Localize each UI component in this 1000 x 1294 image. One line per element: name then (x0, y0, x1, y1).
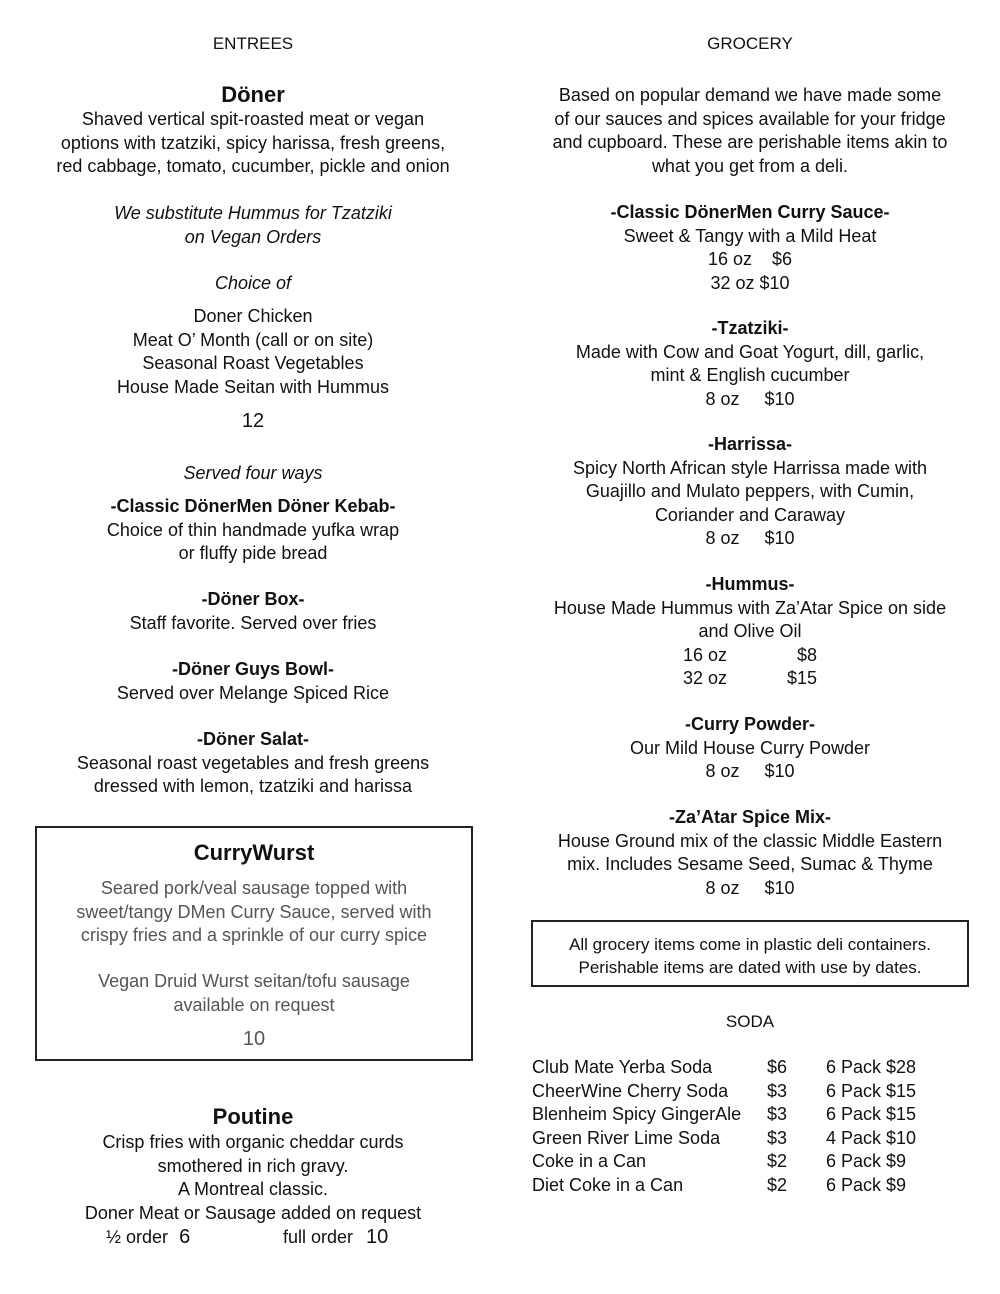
grocery-item-name: -Tzatziki- (711, 318, 789, 338)
grocery-intro-line: and cupboard. These are perishable items akin to (552, 132, 948, 152)
soda-row (524, 1128, 976, 1152)
currywurst-title: CurryWurst (193, 840, 315, 865)
grocery-item-desc: Guajillo and Mulato peppers, with Cumin, (585, 481, 915, 501)
way-name: -Classic DönerMen Döner Kebab- (110, 496, 396, 516)
half-order-price: 6 (179, 1226, 191, 1248)
currywurst-vegan-line: Vegan Druid Wurst seitan/tofu sausage (98, 971, 410, 991)
entrees-heading: ENTREES (212, 34, 294, 53)
soda-price: $3 (767, 1080, 788, 1101)
poutine-desc-line: smothered in rich gravy. (157, 1155, 349, 1176)
soda-name: CheerWine Cherry Soda (532, 1080, 729, 1101)
soda-row (524, 1081, 976, 1105)
way-name: -Döner Guys Bowl- (171, 659, 334, 679)
way-name: -Döner Box- (201, 589, 305, 609)
currywurst-price: 10 (242, 1028, 266, 1050)
grocery-item-price: 8 oz $10 (705, 388, 795, 409)
grocery-item-desc: Spicy North African style Harrissa made with (572, 457, 928, 478)
grocery-item-name: -Classic DönerMen Curry Sauce- (610, 202, 890, 222)
full-order (283, 1226, 388, 1249)
way-name: -Döner Salat- (196, 729, 310, 749)
poutine-desc-line: Doner Meat or Sausage added on request (84, 1202, 422, 1223)
half-order (106, 1226, 190, 1249)
grocery-item-name: -Hummus- (705, 574, 795, 594)
grocery-intro-line: Based on popular demand we have made some (558, 85, 942, 105)
soda-row (524, 1175, 976, 1199)
doner-title: Döner (221, 82, 285, 107)
choice-item: Seasonal Roast Vegetables (142, 353, 364, 373)
grocery-item-price: 32 oz $15 (682, 668, 818, 688)
soda-price: $6 (767, 1057, 788, 1077)
grocery-item-name: -Curry Powder- (684, 714, 816, 734)
poutine-desc-line: Crisp fries with organic cheddar curds (102, 1132, 404, 1152)
soda-heading: SODA (725, 1012, 775, 1031)
grocery-item-desc: Our Mild House Curry Powder (629, 737, 871, 758)
soda-row (524, 1104, 976, 1128)
vegan-note-line: on Vegan Orders (184, 226, 322, 247)
choice-item: Meat O’ Month (call or on site) (132, 329, 374, 350)
way-desc: Staff favorite. Served over fries (129, 612, 377, 633)
currywurst-vegan-line: available on request (173, 994, 335, 1015)
grocery-item-desc: House Made Hummus with Za’Atar Spice on side (553, 597, 947, 618)
way-desc: Served over Melange Spiced Rice (116, 682, 390, 703)
way-desc: Choice of thin handmade yufka wrap (106, 519, 400, 540)
soda-price: $3 (767, 1104, 788, 1124)
grocery-notice-line: Perishable items are dated with use by dates. (578, 958, 922, 977)
doner-desc-line: red cabbage, tomato, cucumber, pickle and onion (56, 156, 450, 176)
way-desc: dressed with lemon, tzatziki and harissa (93, 776, 413, 796)
soda-name: Green River Lime Soda (532, 1127, 721, 1148)
soda-pack: 6 Pack $15 (826, 1104, 917, 1124)
grocery-item-name: -Za’Atar Spice Mix- (668, 807, 832, 827)
doner-desc-line: Shaved vertical spit-roasted meat or vegan (81, 109, 425, 129)
choice-label: Choice of (214, 273, 292, 293)
grocery-item-price: 16 oz $8 (682, 644, 818, 665)
poutine-title: Poutine (212, 1104, 294, 1129)
soda-row (524, 1057, 976, 1081)
grocery-heading: GROCERY (707, 34, 793, 53)
soda-name: Coke in a Can (532, 1151, 647, 1171)
vegan-note-line: We substitute Hummus for Tzatziki (114, 203, 392, 223)
soda-price: $2 (767, 1151, 788, 1171)
soda-pack: 4 Pack $10 (826, 1127, 917, 1148)
grocery-item-price: 16 oz $6 (707, 249, 793, 269)
grocery-item-desc: and Olive Oil (698, 621, 802, 641)
way-desc: Seasonal roast vegetables and fresh greens (76, 752, 430, 773)
choice-item: House Made Seitan with Hummus (116, 376, 390, 397)
grocery-item-desc: Coriander and Caraway (654, 504, 846, 525)
soda-name: Club Mate Yerba Soda (532, 1057, 713, 1077)
grocery-intro-line: of our sauces and spices available for your fridge (554, 108, 946, 129)
grocery-item-price: 8 oz $10 (705, 528, 795, 548)
currywurst-desc-line: Seared pork/veal sausage topped with (100, 878, 408, 898)
grocery-item-desc: House Ground mix of the classic Middle Eastern (557, 830, 943, 851)
grocery-item-price: 32 oz $10 (710, 272, 790, 293)
soda-price: $3 (767, 1127, 788, 1148)
grocery-notice-line: All grocery items come in plastic deli containers. (569, 935, 931, 954)
full-order-label: full order (283, 1227, 354, 1247)
soda-name: Diet Coke in a Can (532, 1174, 684, 1195)
grocery-item-price: 8 oz $10 (705, 877, 795, 898)
grocery-item-desc: Made with Cow and Goat Yogurt, dill, garlic, (575, 341, 925, 362)
served-label: Served four ways (183, 463, 323, 483)
soda-pack: 6 Pack $15 (826, 1080, 917, 1101)
grocery-item-desc: mix. Includes Sesame Seed, Sumac & Thyme (567, 854, 933, 874)
grocery-item-desc: Sweet & Tangy with a Mild Heat (623, 225, 877, 246)
grocery-item-desc: mint & English cucumber (650, 365, 850, 385)
currywurst-desc-line: crispy fries and a sprinkle of our curry spice (80, 925, 428, 945)
poutine-desc-line: A Montreal classic. (177, 1179, 329, 1199)
soda-name: Blenheim Spicy GingerAle (532, 1104, 742, 1124)
currywurst-box (35, 826, 473, 1061)
way-desc: or fluffy pide bread (178, 543, 328, 563)
soda-price: $2 (767, 1174, 788, 1195)
half-order-label: ½ order (106, 1227, 169, 1247)
doner-price: 12 (241, 410, 265, 432)
grocery-notice-box (531, 920, 969, 987)
grocery-item-price: 8 oz $10 (705, 761, 795, 781)
grocery-intro-line: what you get from a deli. (651, 155, 849, 176)
full-order-price: 10 (366, 1226, 389, 1248)
soda-pack: 6 Pack $9 (826, 1151, 907, 1171)
doner-desc-line: options with tzatziki, spicy harissa, fresh greens, (60, 132, 446, 153)
choice-item: Doner Chicken (193, 306, 313, 326)
soda-pack: 6 Pack $28 (826, 1057, 917, 1077)
currywurst-desc-line: sweet/tangy DMen Curry Sauce, served with (76, 901, 432, 922)
grocery-item-name: -Harrissa- (707, 434, 793, 454)
soda-pack: 6 Pack $9 (826, 1174, 907, 1195)
soda-row (524, 1151, 976, 1175)
